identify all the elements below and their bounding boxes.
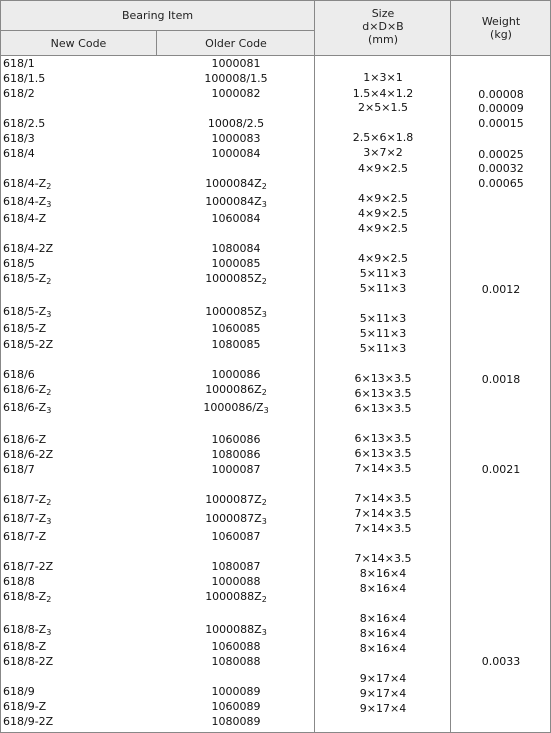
size-cell: 5×11×3 [359,267,407,280]
weight-cell: 0.00032 [478,162,524,175]
older-code-cell: 1080085 [211,338,261,351]
older-code-cell-subscript: 2 [261,388,267,397]
new-code-cell: $618/5-Z_3$ [3,305,52,319]
new-code-cell: 618/4-2Z [3,242,54,255]
older-code-cell-subscript: 2 [261,277,267,286]
header-weight-title: Weight [481,15,521,28]
older-code-cell-subscript: 2 [261,498,267,507]
size-cell: 8×16×4 [359,627,407,640]
size-cell: 1.5×4×1.2 [352,87,414,100]
older-code-cell: $1000084Z_3$ [205,195,267,209]
size-cell: 5×11×3 [359,282,407,295]
size-cell: 4×9×2.5 [358,192,408,205]
new-code-cell-subscript: 3 [46,406,52,415]
older-code-cell: 1080084 [211,242,261,255]
new-code-cell: $618/7-Z_2$ [3,493,52,507]
size-cell: 7×14×3.5 [354,492,412,505]
new-code-cell-subscript: 3 [46,200,52,209]
older-code-cell: 1060085 [211,322,261,335]
older-code-cell: 1080087 [211,560,261,573]
older-code-cell: 1000088 [211,575,261,588]
new-code-cell: 618/2 [3,87,35,100]
size-cell: 9×17×4 [359,702,407,715]
weight-cell: 0.00008 [478,88,524,101]
size-cell: 7×14×3.5 [354,522,412,535]
weight-cell: 0.00025 [478,148,524,161]
older-code-cell-subscript: 3 [261,200,267,209]
size-cell: 4×9×2.5 [358,252,408,265]
new-code-cell-subscript: 3 [46,517,52,526]
size-cell: 9×17×4 [359,687,407,700]
size-cell: 8×16×4 [359,612,407,625]
size-cell: 8×16×4 [359,567,407,580]
header-older-code: Older Code [205,37,267,50]
older-code-cell-subscript: 2 [261,182,267,191]
older-code-cell: 1080086 [211,448,261,461]
new-code-cell: 618/9-Z [3,700,47,713]
weight-cell: 0.0012 [481,283,521,296]
weight-cell: 0.00065 [478,177,524,190]
size-cell: 7×14×3.5 [354,552,412,565]
new-code-cell: 618/6-2Z [3,448,54,461]
size-cell: 3×7×2 [363,146,403,159]
new-code-cell: 618/2.5 [3,117,46,130]
new-code-cell-subscript: 2 [46,498,52,507]
size-cell: 6×13×3.5 [354,402,412,415]
older-code-cell: 1000082 [211,87,261,100]
weight-cell: 0.0021 [481,463,521,476]
size-cell: 5×11×3 [359,312,407,325]
new-code-cell-subscript: 2 [46,277,52,286]
header-bottom-line [0,55,551,56]
weight-cell: 0.0018 [481,373,521,386]
new-code-cell: $618/4-Z_3$ [3,195,52,209]
header-size-title: Size [371,7,395,20]
weight-cell: 0.00009 [478,102,524,115]
older-code-cell: 1060086 [211,433,261,446]
older-code-cell: 100008/1.5 [204,72,268,85]
size-cell: 9×17×4 [359,672,407,685]
new-code-cell: 618/4 [3,147,35,160]
size-cell: 2×5×1.5 [358,101,408,114]
new-code-cell: 618/7-2Z [3,560,54,573]
new-code-cell: 618/5-2Z [3,338,54,351]
older-code-cell: 1000089 [211,685,261,698]
new-code-cell-subscript: 3 [46,628,52,637]
older-code-cell: 1000084 [211,147,261,160]
older-code-cell: 1080089 [211,715,261,728]
new-code-cell-subscript: 2 [46,182,52,191]
new-code-cell-subscript: 3 [46,310,52,319]
new-code-cell: 618/6-Z [3,433,47,446]
header-new-code: New Code [50,37,107,50]
size-cell: 7×14×3.5 [354,507,412,520]
older-code-cell: $1000087Z_3$ [205,512,267,526]
new-code-cell: 618/8-Z [3,640,47,653]
size-cell: 8×16×4 [359,582,407,595]
size-cell: 5×11×3 [359,342,407,355]
header-weight [451,15,551,41]
header-weight-unit: (kg) [490,28,512,41]
older-code-cell: 10008/2.5 [207,117,265,130]
older-code-cell: 1060089 [211,700,261,713]
new-code-cell: $618/6-Z_2$ [3,383,52,397]
new-code-cell: 618/8 [3,575,35,588]
older-code-cell: $1000085Z_2$ [205,272,267,286]
older-code-cell-subscript: 3 [261,628,267,637]
size-cell: 4×9×2.5 [358,162,408,175]
size-cell: 4×9×2.5 [358,207,408,220]
size-cell: 4×9×2.5 [358,222,408,235]
older-code-cell: 1000081 [211,57,261,70]
header-mid-line [0,30,315,31]
older-code-cell: 1000087 [211,463,261,476]
new-code-cell: $618/4-Z_2$ [3,177,52,191]
new-code-cell: $618/5-Z_2$ [3,272,52,286]
new-code-cell: 618/1.5 [3,72,46,85]
new-code-cell-subscript: 2 [46,388,52,397]
size-cell: 6×13×3.5 [354,372,412,385]
older-code-cell: 1000083 [211,132,261,145]
older-code-cell: 1060084 [211,212,261,225]
older-code-cell: $1000087Z_2$ [205,493,267,507]
new-code-cell: 618/5-Z [3,322,47,335]
new-code-cell: 618/9 [3,685,35,698]
older-code-cell: $1000088Z_2$ [205,590,267,604]
new-code-cell: $618/8-Z_3$ [3,623,52,637]
header-size [315,7,451,46]
older-code-cell-subscript: 3 [261,517,267,526]
border-top [0,0,551,1]
border-left [0,0,1,733]
new-code-cell: 618/7 [3,463,35,476]
header-size-dims: d×D×B [362,20,404,33]
new-code-cell: 618/8-2Z [3,655,54,668]
older-code-cell: 1000085 [211,257,261,270]
size-cell: 6×13×3.5 [354,432,412,445]
header-bearing-item: Bearing Item [121,9,194,22]
divider-new-older [156,30,157,55]
new-code-cell-subscript: 2 [46,595,52,604]
older-code-cell: 1000086 [211,368,261,381]
older-code-cell: 1060088 [211,640,261,653]
size-cell: 1×3×1 [363,71,403,84]
header-size-unit: (mm) [367,33,398,46]
new-code-cell: $618/7-Z_3$ [3,512,52,526]
new-code-cell: 618/6 [3,368,35,381]
size-cell: 5×11×3 [359,327,407,340]
weight-cell: 0.0033 [481,655,521,668]
new-code-cell: $618/8-Z_2$ [3,590,52,604]
new-code-cell: 618/5 [3,257,35,270]
size-cell: 7×14×3.5 [354,462,412,475]
size-cell: 8×16×4 [359,642,407,655]
older-code-cell: $1000088Z_3$ [205,623,267,637]
older-code-cell: $1000086Z_2$ [205,383,267,397]
new-code-cell: 618/7-Z [3,530,47,543]
older-code-cell: 1080088 [211,655,261,668]
size-cell: 6×13×3.5 [354,447,412,460]
older-code-cell-subscript: 3 [261,310,267,319]
new-code-cell: 618/3 [3,132,35,145]
new-code-cell: 618/9-2Z [3,715,54,728]
new-code-cell: $618/6-Z_3$ [3,401,52,415]
older-code-cell: $1000086/Z_3$ [203,401,269,415]
new-code-cell: 618/1 [3,57,35,70]
older-code-cell-subscript: 3 [263,406,269,415]
new-code-cell: 618/4-Z [3,212,47,225]
older-code-cell: $1000085Z_3$ [205,305,267,319]
older-code-cell: $1000084Z_2$ [205,177,267,191]
older-code-cell-subscript: 2 [261,595,267,604]
older-code-cell: 1060087 [211,530,261,543]
size-cell: 6×13×3.5 [354,387,412,400]
size-cell: 2.5×6×1.8 [352,131,414,144]
weight-cell: 0.00015 [478,117,524,130]
